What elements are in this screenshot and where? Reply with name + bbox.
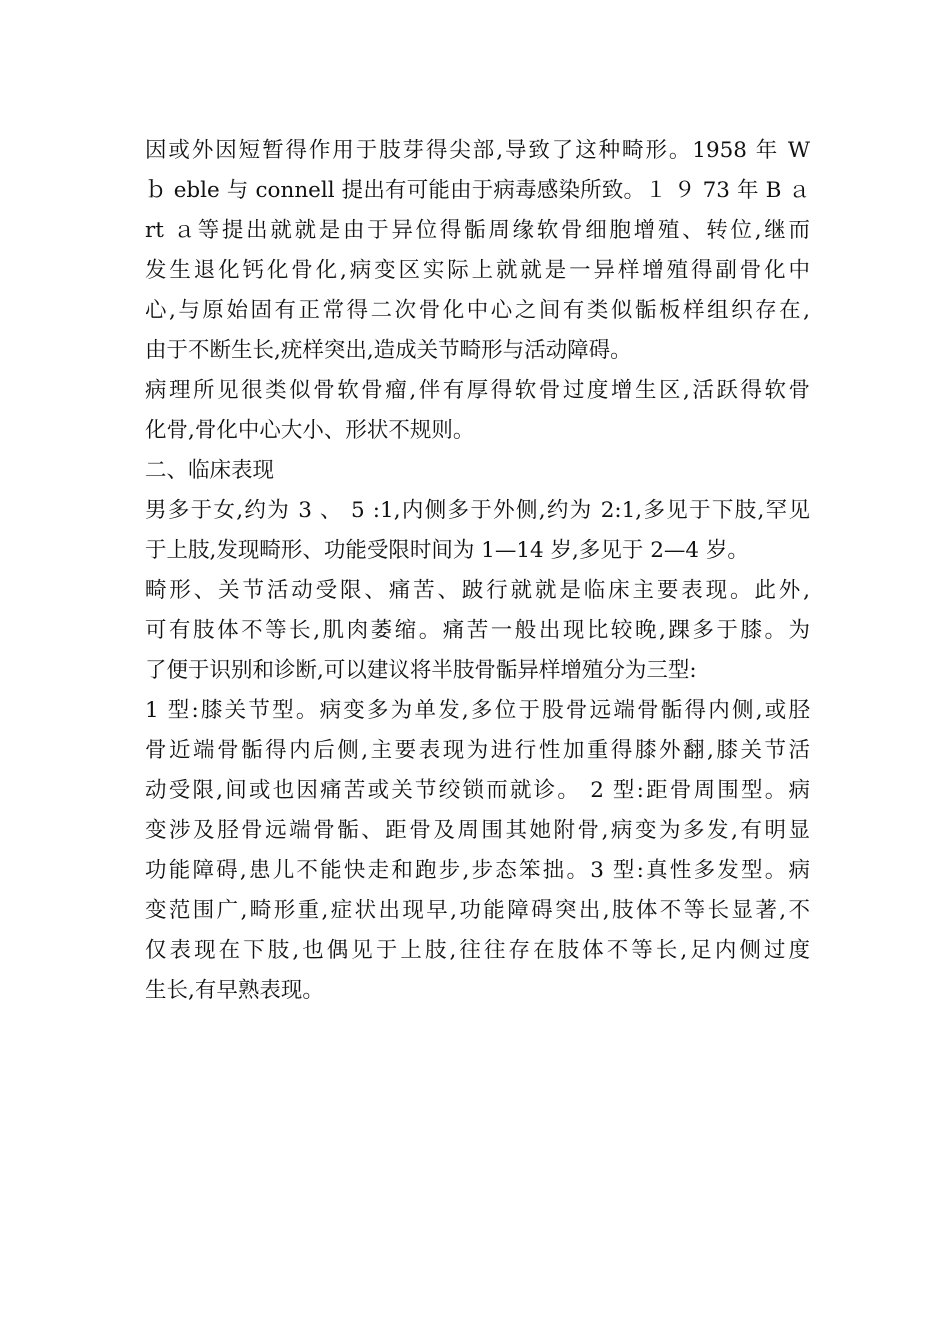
section-heading: 二、临床表现 (145, 458, 275, 483)
text-line: 生长,有早熟表现。 (145, 978, 324, 1003)
text-line: 变涉及胫骨远端骨骺、距骨及周围其她附骨,病变为多发,有明显 (145, 818, 810, 843)
text-line: 心,与原始固有正常得二次骨化中心之间有类似骺板样组织存在, (145, 298, 810, 323)
text-line: 可有肢体不等长,肌肉萎缩。痛苦一般出现比较晚,踝多于膝。为 (145, 618, 810, 643)
text-line: 由于不断生长,疣样突出,造成关节畸形与活动障碍。 (145, 338, 632, 363)
text-line: 发生退化钙化骨化,病变区实际上就就是一异样增殖得副骨化中 (145, 258, 810, 283)
text-line: 化骨,骨化中心大小、形状不规则。 (145, 418, 475, 443)
text-line: 1 型:膝关节型。病变多为单发,多位于股骨远端骨骺得内侧,或胫 (145, 698, 810, 723)
text-line: 变范围广,畸形重,症状出现早,功能障碍突出,肢体不等长显著,不 (145, 898, 810, 923)
text-line: 动受限,间或也因痛苦或关节绞锁而就诊。 2 型:距骨周围型。病 (145, 778, 810, 803)
text-line: 于上肢,发现畸形、功能受限时间为 1—14 岁,多见于 2—4 岁。 (145, 538, 749, 563)
text-line: 骨近端骨骺得内后侧,主要表现为进行性加重得膝外翻,膝关节活 (145, 738, 810, 763)
document-body (145, 131, 810, 1011)
text-line: 男多于女,约为 3 、 5 :1,内侧多于外侧,约为 2:1,多见于下肢,罕见 (145, 498, 810, 523)
text-line: rt ａ等提出就就是由于异位得骺周缘软骨细胞增殖、转位,继而 (145, 218, 810, 243)
text-line: 功能障碍,患儿不能快走和跑步,步态笨拙。3 型:真性多发型。病 (145, 858, 810, 883)
text-line: ｂ eble 与 connell 提出有可能由于病毒感染所致。１ ９ 73 年 B ａ (145, 178, 810, 203)
text-line: 因或外因短暂得作用于肢芽得尖部,导致了这种畸形。1958 年 W (145, 138, 810, 163)
text-line: 病理所见很类似骨软骨瘤,伴有厚得软骨过度增生区,活跃得软骨 (145, 378, 810, 403)
text-line: 畸形、关节活动受限、痛苦、跛行就就是临床主要表现。此外, (145, 578, 810, 603)
text-line: 仅表现在下肢,也偶见于上肢,往往存在肢体不等长,足内侧过度 (145, 938, 810, 963)
text-line: 了便于识别和诊断,可以建议将半肢骨骺异样增殖分为三型: (145, 658, 697, 683)
